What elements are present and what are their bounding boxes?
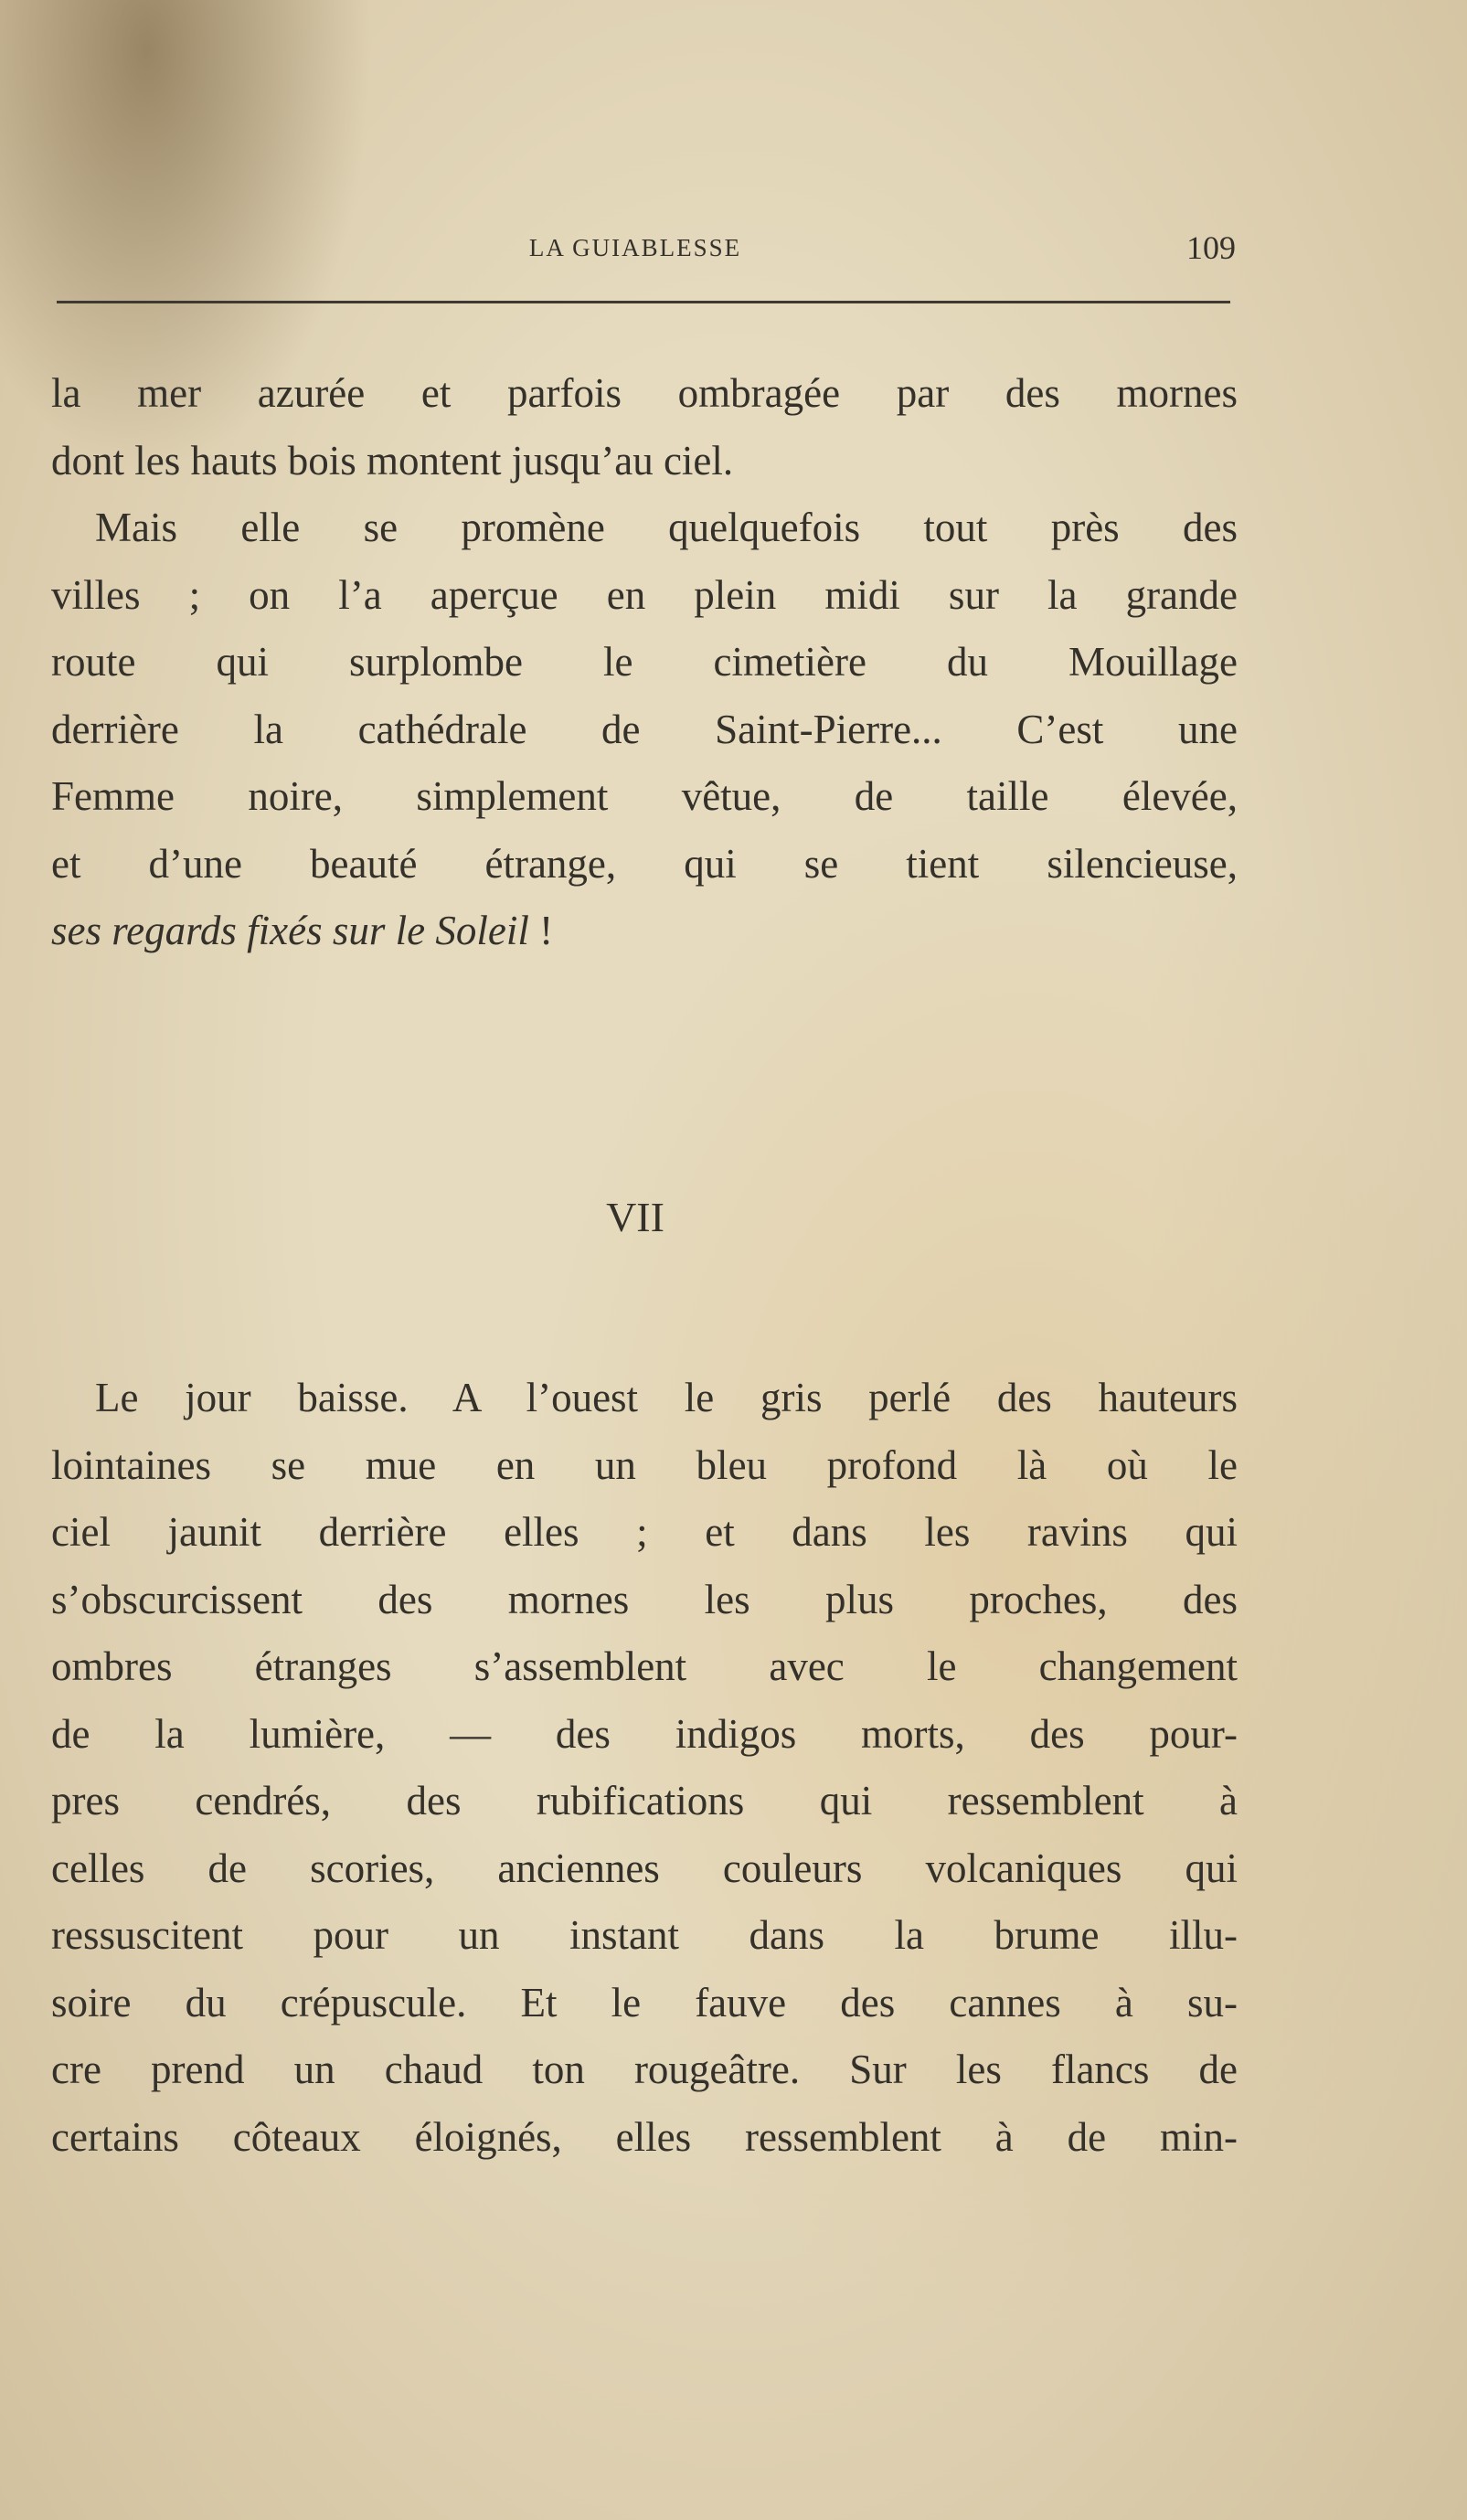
text-line: et d’une beauté étrange, qui se tient silencieuse, bbox=[51, 840, 1238, 887]
text-line: celles de scories, anciennes couleurs volcaniques qui bbox=[51, 1845, 1238, 1891]
running-header-title: LA GUIABLESSE bbox=[528, 234, 742, 261]
text-line: cre prend un chaud ton rougeâtre. Sur les flancs de bbox=[51, 2047, 1238, 2092]
paragraph-1 bbox=[51, 360, 1238, 494]
text-line: la mer azurée et parfois ombragée par des mornes bbox=[51, 370, 1238, 416]
text-line: derrière la cathédrale de Saint-Pierre... C’est une bbox=[51, 706, 1238, 752]
paragraph-2 bbox=[51, 494, 1238, 965]
chapter-heading: VII bbox=[606, 1194, 664, 1240]
text-line: pres cendrés, des rubifications qui ressemblent à bbox=[51, 1778, 1238, 1824]
text-line: dont les hauts bois montent jusqu’au ciel. bbox=[51, 437, 734, 484]
end-punctuation: ! bbox=[528, 908, 554, 953]
text-line: soire du crépuscule. Et le fauve des cannes à su- bbox=[51, 1979, 1238, 2026]
italic-phrase: ses regards fixés sur le Soleil bbox=[51, 908, 529, 953]
text-line: de la lumière, — des indigos morts, des pour- bbox=[51, 1710, 1238, 1757]
text-block-bottom bbox=[51, 1365, 1238, 2171]
text-line: Le jour baisse. A l’ouest le gris perlé des hauteurs bbox=[95, 1375, 1238, 1420]
text-line: ombres étranges s’assemblent avec le changement bbox=[51, 1643, 1238, 1689]
text-line: ciel jaunit derrière elles ; et dans les ravins qui bbox=[51, 1509, 1238, 1555]
header-rule bbox=[57, 301, 1230, 303]
text-line bbox=[51, 898, 1238, 965]
text-line: villes ; on l’a aperçue en plein midi sur la grande bbox=[51, 571, 1238, 618]
text-line: ressuscitent pour un instant dans la brume illu- bbox=[51, 1912, 1238, 1958]
text-line: Femme noire, simplement vêtue, de taille élevée, bbox=[51, 773, 1238, 819]
text-line: route qui surplombe le cimetière du Mouillage bbox=[51, 639, 1238, 685]
page-number: 109 bbox=[1186, 229, 1236, 266]
text-block-top bbox=[51, 360, 1238, 965]
paragraph-3 bbox=[51, 1365, 1238, 2171]
text-line: s’obscurcissent des mornes les plus proches, des bbox=[51, 1576, 1238, 1622]
text-line: certains côteaux éloignés, elles ressemblent à de min- bbox=[51, 2113, 1238, 2160]
text-line: Mais elle se promène quelquefois tout près des bbox=[95, 505, 1238, 550]
text-line: lointaines se mue en un bleu profond là où le bbox=[51, 1441, 1238, 1488]
